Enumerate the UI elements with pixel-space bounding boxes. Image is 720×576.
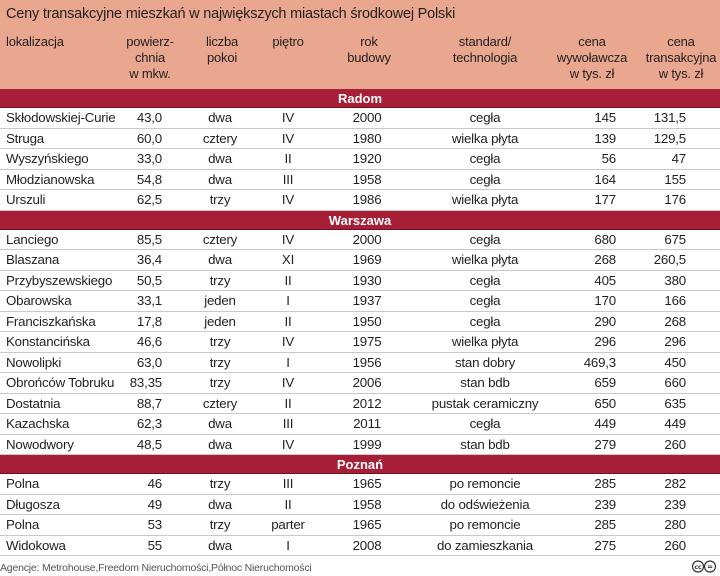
cell-transaction-price: 449 (664, 416, 686, 431)
cell-area: 43,0 (136, 110, 162, 125)
cell-rooms: trzy (209, 517, 231, 532)
cell-standard: wielka płyta (451, 130, 519, 146)
price-table (0, 89, 720, 556)
col-standard: standard/ technologia (452, 34, 518, 65)
cell-floor: II (284, 272, 292, 288)
cell-floor: II (284, 151, 292, 166)
cell-floor: parter (271, 517, 305, 532)
cell-area: 62,3 (136, 416, 162, 431)
cell-floor: IV (281, 192, 295, 207)
cell-floor: I (286, 293, 290, 308)
table-row (0, 149, 720, 170)
cell-floor: II (284, 313, 292, 329)
cell-location: Nowodwory (6, 436, 74, 452)
cell-floor: I (286, 537, 290, 553)
cell-year: 2000 (352, 110, 382, 125)
cell-floor: IV (281, 334, 295, 349)
cell-asking-price: 659 (594, 375, 616, 390)
table-row (0, 190, 720, 211)
table-row (0, 108, 720, 129)
cell-standard: cegła (469, 231, 501, 247)
svg-text:cc: cc (694, 564, 702, 571)
cell-standard: do zamieszkania (436, 537, 534, 553)
cell-location: Młodzianowska (6, 171, 95, 187)
cell-transaction-price: 176 (664, 192, 686, 207)
cell-floor: IV (281, 110, 295, 125)
cell-standard: cegła (469, 313, 501, 329)
cell-transaction-price: 129,5 (653, 130, 686, 146)
cell-area: 46,6 (136, 334, 162, 349)
cell-floor: III (282, 416, 294, 431)
cell-year: 1965 (352, 517, 382, 532)
cell-location: Dostatnia (6, 395, 61, 411)
cell-area: 17,8 (136, 313, 162, 329)
cell-floor: XI (281, 252, 295, 267)
cell-location: Lanciego (6, 231, 59, 247)
cell-area: 88,7 (136, 395, 162, 411)
cell-floor: II (284, 395, 292, 411)
cell-asking-price: 680 (594, 231, 616, 247)
cell-transaction-price: 296 (664, 334, 686, 349)
cell-year: 1937 (352, 293, 382, 308)
cell-floor: IV (281, 130, 295, 146)
cell-location: Konstancińska (6, 334, 90, 349)
table-row (0, 536, 720, 557)
table-row (0, 291, 720, 312)
cell-year: 1920 (352, 151, 382, 166)
cell-asking-price: 139 (594, 130, 616, 146)
cell-standard: wielka płyta (451, 192, 519, 207)
cell-standard: pustak ceramiczny (431, 395, 539, 411)
cell-location: Przybyszewskiego (6, 272, 113, 288)
cell-standard: wielka płyta (451, 252, 519, 267)
cell-transaction-price: 380 (664, 272, 686, 288)
cell-location: Kazachska (6, 416, 70, 431)
cell-standard: wielka płyta (451, 334, 519, 349)
table-row (0, 474, 720, 495)
cell-area: 48,5 (136, 436, 162, 452)
table-row (0, 414, 720, 435)
cell-year: 2012 (352, 395, 382, 411)
cell-area: 33,1 (136, 293, 162, 308)
cell-location: Polna (6, 476, 40, 491)
cell-asking-price: 170 (594, 293, 616, 308)
cell-asking-price: 405 (594, 272, 616, 288)
cell-asking-price: 650 (594, 395, 616, 411)
cell-year: 1956 (352, 354, 382, 370)
cell-location: Wyszyńskiego (6, 151, 89, 166)
cell-area: 33,0 (136, 151, 162, 166)
source-note: Agencje: Metrohouse,Freedom Nieruchomości,Północ Nieruchomości (0, 562, 312, 574)
cell-location: Struga (6, 130, 44, 146)
table-row (0, 435, 720, 456)
cell-standard: cegła (469, 151, 501, 166)
creative-commons-icon (692, 560, 716, 573)
cell-rooms: dwa (208, 252, 232, 267)
section-header: Warszawa (0, 211, 720, 230)
cell-transaction-price: 635 (664, 395, 686, 411)
cell-transaction-price: 239 (664, 496, 686, 512)
cell-year: 1958 (352, 496, 382, 512)
cell-area: 54,8 (136, 171, 162, 187)
cell-transaction-price: 166 (664, 293, 686, 308)
cell-year: 1950 (352, 313, 382, 329)
table-header (0, 0, 720, 89)
cell-location: Skłodowskiej-Curie (6, 110, 116, 125)
col-area: powierz- chnia w mkw. (126, 34, 174, 81)
cell-floor: IV (281, 436, 295, 452)
cell-rooms: dwa (208, 436, 232, 452)
table-row (0, 271, 720, 292)
cell-transaction-price: 450 (664, 354, 686, 370)
cell-asking-price: 449 (594, 416, 616, 431)
cell-year: 1958 (352, 171, 382, 187)
cell-asking-price: 275 (594, 537, 616, 553)
svg-text:=: = (707, 563, 713, 571)
cell-transaction-price: 268 (664, 313, 686, 329)
table-row (0, 129, 720, 150)
cell-location: Polna (6, 517, 40, 532)
cell-standard: cegła (469, 293, 501, 308)
cell-year: 2000 (352, 231, 382, 247)
cell-location: Franciszkańska (6, 313, 96, 329)
col-transaction-price: cena transakcyjna w tys. zł (645, 34, 717, 81)
cell-transaction-price: 660 (664, 375, 686, 390)
col-rooms: liczba pokoi (205, 34, 239, 65)
cell-area: 50,5 (136, 272, 162, 288)
cell-area: 46 (147, 476, 162, 491)
table-row (0, 312, 720, 333)
cell-asking-price: 290 (594, 313, 616, 329)
cell-location: Nowolipki (6, 354, 62, 370)
cell-floor: III (282, 476, 294, 491)
table-row (0, 394, 720, 415)
section-header: Poznań (0, 455, 720, 474)
cell-transaction-price: 675 (664, 231, 686, 247)
cell-location: Obarowska (6, 293, 72, 308)
cell-standard: stan dobry (454, 354, 516, 370)
cell-standard: do odświeżenia (440, 496, 530, 512)
cell-standard: cegła (469, 110, 501, 125)
cell-area: 85,5 (136, 231, 162, 247)
cell-rooms: jeden (204, 313, 236, 329)
cell-transaction-price: 260,5 (653, 252, 686, 267)
cell-transaction-price: 260 (664, 436, 686, 452)
cell-standard: cegła (469, 416, 501, 431)
cell-asking-price: 56 (601, 151, 616, 166)
cell-standard: cegła (469, 272, 501, 288)
cell-rooms: dwa (208, 416, 232, 431)
cell-floor: I (286, 354, 290, 370)
cell-rooms: cztery (202, 231, 238, 247)
cell-floor: IV (281, 375, 295, 390)
cell-rooms: trzy (209, 476, 231, 491)
cell-asking-price: 239 (594, 496, 616, 512)
cell-rooms: trzy (209, 192, 231, 207)
col-year: rok budowy (347, 34, 391, 65)
cell-location: Obrońców Tobruku (6, 375, 115, 390)
cell-area: 60,0 (136, 130, 162, 146)
cell-year: 1980 (352, 130, 382, 146)
col-floor: piętro (272, 34, 304, 49)
cell-rooms: trzy (209, 354, 231, 370)
cell-standard: po remoncie (449, 517, 521, 532)
table-row (0, 230, 720, 251)
table-row (0, 250, 720, 271)
cell-standard: po remoncie (449, 476, 521, 491)
cell-asking-price: 145 (594, 110, 616, 125)
cell-year: 1930 (352, 272, 382, 288)
cell-transaction-price: 131,5 (653, 110, 686, 125)
cell-asking-price: 268 (594, 252, 616, 267)
table-row (0, 332, 720, 353)
cell-area: 49 (147, 496, 162, 512)
cell-area: 55 (147, 537, 162, 553)
table-row (0, 170, 720, 191)
cell-rooms: dwa (208, 496, 232, 512)
cell-year: 2008 (352, 537, 382, 553)
section-header: Radom (0, 89, 720, 108)
cell-rooms: trzy (209, 272, 231, 288)
cell-year: 1965 (352, 476, 382, 491)
cell-year: 1975 (352, 334, 382, 349)
cell-location: Długosza (6, 496, 60, 512)
cell-transaction-price: 280 (664, 517, 686, 532)
cell-rooms: trzy (209, 375, 231, 390)
cell-transaction-price: 260 (664, 537, 686, 553)
cell-transaction-price: 155 (664, 171, 686, 187)
cell-standard: cegła (469, 171, 501, 187)
cell-asking-price: 177 (594, 192, 616, 207)
cell-rooms: dwa (208, 151, 232, 166)
cell-transaction-price: 47 (671, 151, 686, 166)
cell-rooms: dwa (208, 110, 232, 125)
cell-year: 2011 (353, 416, 381, 431)
cell-area: 36,4 (136, 252, 162, 267)
cell-standard: stan bdb (460, 436, 510, 452)
page-title: Ceny transakcyjne mieszkań w największych miastach środkowej Polski (6, 6, 456, 22)
cell-year: 2006 (352, 375, 382, 390)
col-asking-price: cena wywoławcza w tys. zł (556, 34, 628, 81)
cell-location: Widokowa (6, 537, 66, 553)
cell-standard: stan bdb (460, 375, 510, 390)
cell-area: 63,0 (136, 354, 162, 370)
cell-asking-price: 164 (594, 171, 616, 187)
cell-rooms: dwa (208, 171, 232, 187)
table-row (0, 373, 720, 394)
cell-rooms: cztery (202, 395, 238, 411)
cell-asking-price: 285 (594, 476, 616, 491)
cell-asking-price: 296 (594, 334, 616, 349)
table-row (0, 495, 720, 516)
cell-year: 1969 (352, 252, 382, 267)
cell-floor: IV (281, 231, 295, 247)
cell-area: 83,35 (129, 375, 162, 390)
table-row (0, 515, 720, 536)
cell-asking-price: 279 (594, 436, 616, 452)
cell-rooms: jeden (204, 293, 236, 308)
cell-area: 62,5 (136, 192, 162, 207)
cell-location: Blaszana (6, 252, 60, 267)
cell-location: Urszuli (6, 192, 46, 207)
cell-area: 53 (147, 517, 162, 532)
cell-asking-price: 285 (594, 517, 616, 532)
cell-rooms: dwa (208, 537, 232, 553)
table-row (0, 353, 720, 374)
col-location: lokalizacja (6, 34, 64, 49)
cell-floor: III (282, 171, 294, 187)
cell-year: 1999 (352, 436, 382, 452)
cell-year: 1986 (352, 192, 382, 207)
cell-rooms: cztery (202, 130, 238, 146)
cell-asking-price: 469,3 (583, 354, 616, 370)
cell-rooms: trzy (209, 334, 231, 349)
cell-transaction-price: 282 (664, 476, 686, 491)
cell-floor: II (284, 496, 292, 512)
